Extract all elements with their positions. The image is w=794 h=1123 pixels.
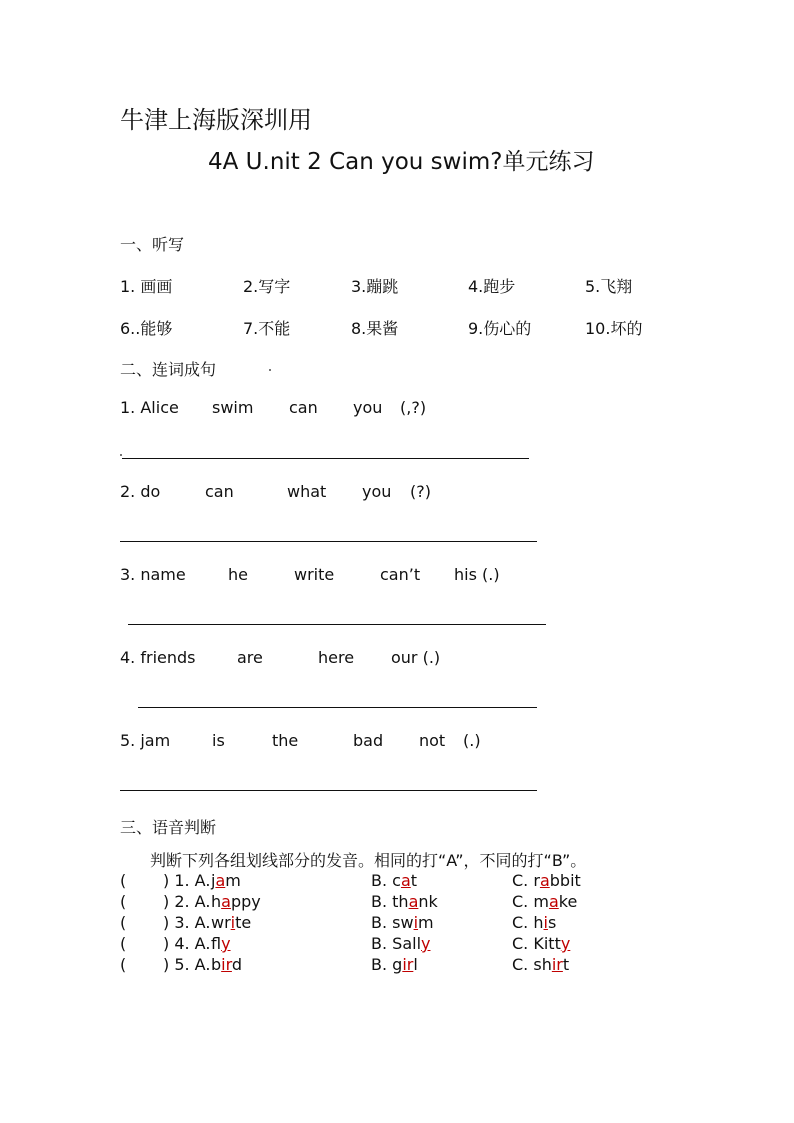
option-letter: C. — [512, 871, 529, 890]
phonics-word — [512, 892, 577, 911]
underlined-sound: a — [215, 871, 226, 890]
option-letter: C. — [512, 934, 529, 953]
word-part: m — [533, 892, 549, 911]
word-part: sw — [392, 913, 414, 932]
word-tile: is — [212, 731, 225, 750]
word-tile: you — [362, 482, 392, 501]
phonics-word — [371, 934, 430, 953]
punctuation-hint: (.) — [463, 731, 481, 750]
option-letter: B. — [371, 892, 388, 911]
word-part: ke — [558, 892, 578, 911]
word-part: g — [392, 955, 403, 974]
question-number: ) 5. A. — [163, 955, 211, 974]
stray-mark — [269, 369, 271, 371]
phonics-word — [371, 871, 417, 890]
word-part: b — [211, 955, 222, 974]
answer-line[interactable] — [120, 790, 537, 791]
word-part: c — [392, 871, 401, 890]
word-part: wr — [211, 913, 231, 932]
underlined-sound: a — [408, 892, 419, 911]
word-part: th — [392, 892, 409, 911]
dictation-item: 4.跑步 — [468, 277, 516, 296]
word-part: j — [211, 871, 216, 890]
option-letter: B. — [371, 871, 388, 890]
underlined-sound: a — [221, 892, 231, 911]
underlined-sound: i — [230, 913, 236, 932]
question-number: ) 1. A. — [163, 871, 211, 890]
phonics-word — [211, 892, 261, 911]
phonics-word — [512, 934, 570, 953]
word-tile: he — [228, 565, 248, 584]
word-part: Kitt — [533, 934, 561, 953]
section-2-title: 二、连词成句 — [120, 360, 217, 379]
underlined-sound: y — [421, 934, 431, 953]
word-part: te — [235, 913, 252, 932]
underlined-sound: ir — [551, 955, 563, 974]
word-part: s — [547, 913, 557, 932]
word-part: t — [562, 955, 570, 974]
dictation-item: 2.写字 — [243, 277, 291, 296]
section-3-instruction: 判断下列各组划线部分的发音。相同的打“A”，不同的打“B”。 — [150, 851, 587, 870]
dictation-item: 9.伤心的 — [468, 319, 532, 338]
answer-line[interactable] — [128, 624, 546, 625]
punctuation-hint: (?) — [410, 482, 431, 501]
punctuation-hint: (,?) — [400, 398, 427, 417]
underlined-sound: a — [539, 871, 550, 890]
option-letter: C. — [512, 913, 529, 932]
option-letter: B. — [371, 913, 388, 932]
phonics-word — [371, 892, 438, 911]
underlined-sound: i — [543, 913, 548, 932]
word-part: m — [225, 871, 241, 890]
phonics-word — [211, 913, 251, 932]
word-tile: 1. Alice — [120, 398, 179, 417]
option-letter: B. — [371, 955, 388, 974]
word-tile: the — [272, 731, 299, 750]
answer-line[interactable] — [120, 541, 537, 542]
word-tile: 3. name — [120, 565, 186, 584]
worksheet-subtitle: 4A U.nit 2 Can you swim?单元练习 — [208, 149, 595, 175]
word-tile: his (.) — [454, 565, 500, 584]
option-letter: C. — [512, 892, 529, 911]
dictation-item: 1. 画画 — [120, 277, 173, 296]
answer-paren[interactable]: ( — [120, 892, 127, 911]
dictation-item: 6..能够 — [120, 319, 173, 338]
phonics-word — [512, 913, 556, 932]
word-tile: write — [294, 565, 335, 584]
word-tile: can — [205, 482, 234, 501]
option-letter: C. — [512, 955, 529, 974]
word-tile: swim — [212, 398, 254, 417]
word-tile: not — [419, 731, 446, 750]
word-part: bbit — [549, 871, 581, 890]
question-number: ) 2. A. — [163, 892, 211, 911]
answer-paren[interactable]: ( — [120, 913, 127, 932]
phonics-word — [371, 913, 434, 932]
answer-line[interactable] — [122, 458, 529, 459]
worksheet-title: 牛津上海版深圳用 — [120, 106, 312, 134]
word-tile: you — [353, 398, 383, 417]
dictation-item: 10.坏的 — [585, 319, 643, 338]
word-part: d — [231, 955, 243, 974]
word-part: r — [533, 871, 540, 890]
word-tile: can’t — [380, 565, 421, 584]
answer-paren[interactable]: ( — [120, 871, 127, 890]
question-number: ) 3. A. — [163, 913, 211, 932]
word-part: nk — [418, 892, 438, 911]
word-tile: 5. jam — [120, 731, 171, 750]
dictation-item: 7.不能 — [243, 319, 291, 338]
underlined-sound: y — [221, 934, 231, 953]
word-part: sh — [533, 955, 552, 974]
underlined-sound: i — [413, 913, 419, 932]
phonics-word — [371, 955, 418, 974]
word-tile: here — [318, 648, 355, 667]
word-tile: can — [289, 398, 318, 417]
section-1-title: 一、听写 — [120, 235, 185, 254]
question-number: ) 4. A. — [163, 934, 211, 953]
phonics-word — [211, 955, 242, 974]
phonics-word — [512, 871, 581, 890]
dictation-item: 3.蹦跳 — [351, 277, 399, 296]
answer-line[interactable] — [138, 707, 537, 708]
underlined-sound: a — [548, 892, 559, 911]
dictation-item: 8.果酱 — [351, 319, 399, 338]
phonics-word — [512, 955, 569, 974]
underlined-sound: ir — [402, 955, 414, 974]
underlined-sound: a — [400, 871, 411, 890]
phonics-word — [211, 871, 241, 890]
word-tile: our (.) — [391, 648, 441, 667]
word-tile: 2. do — [120, 482, 161, 501]
word-tile: 4. friends — [120, 648, 196, 667]
underlined-sound: y — [560, 934, 571, 953]
word-part: l — [413, 955, 418, 974]
section-3-title: 三、语音判断 — [120, 818, 217, 837]
word-part: fl — [211, 934, 222, 953]
answer-paren[interactable]: ( — [120, 934, 127, 953]
word-tile: are — [237, 648, 263, 667]
word-part: t — [410, 871, 418, 890]
dictation-item: 5.飞翔 — [585, 277, 633, 296]
stray-mark — [120, 454, 122, 456]
word-part: h — [211, 892, 222, 911]
word-part: h — [533, 913, 544, 932]
word-part: ppy — [230, 892, 261, 911]
answer-paren[interactable]: ( — [120, 955, 127, 974]
word-part: Sall — [392, 934, 422, 953]
word-tile: bad — [353, 731, 384, 750]
phonics-word — [211, 934, 231, 953]
option-letter: B. — [371, 934, 388, 953]
word-part: m — [418, 913, 434, 932]
word-tile: what — [287, 482, 327, 501]
underlined-sound: ir — [221, 955, 232, 974]
